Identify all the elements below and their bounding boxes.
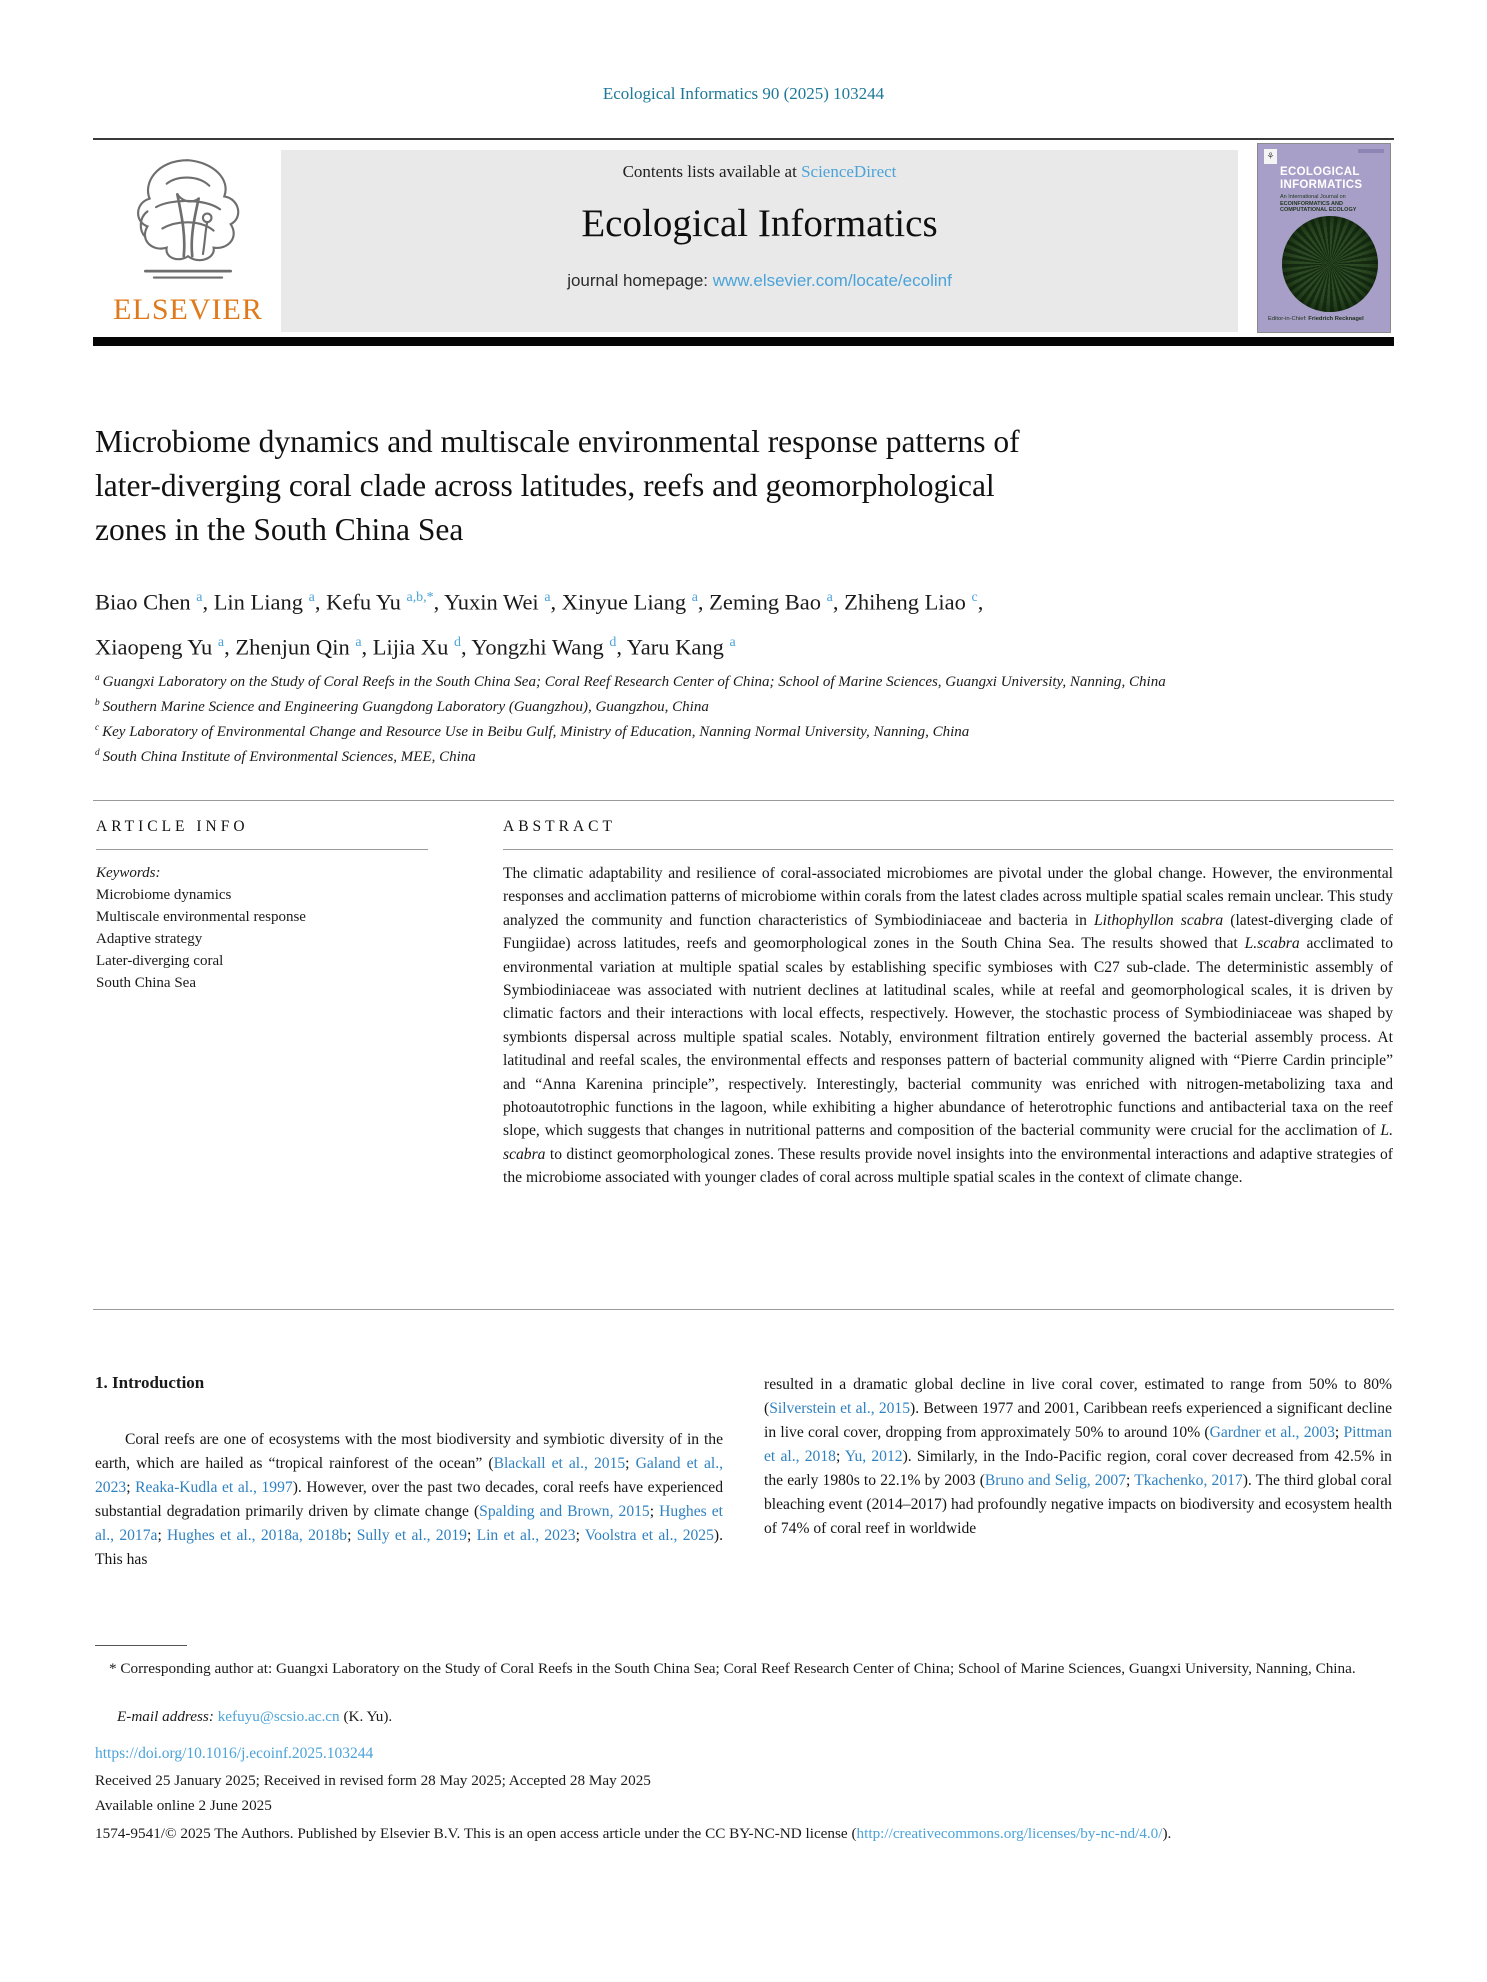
- inline-link[interactable]: Voolstra et al., 2025: [584, 1527, 714, 1544]
- text-segment: 1574-9541/© 2025 The Authors. Published by Elsevier B.V. This is an open access article under the CC BY-NC-ND license (: [95, 1825, 857, 1842]
- text-segment: ;: [649, 1503, 660, 1520]
- article-info-heading-rule: [96, 849, 428, 850]
- text-segment: ).: [1162, 1825, 1172, 1842]
- keywords-label: Keywords:: [96, 865, 161, 881]
- text-segment: (latest-diverging clade of Fungiidae) across latitudes, reefs and geomorphological zones in the South China Sea. The results showed that: [503, 911, 1393, 953]
- article-title-line: later-diverging coral clade across latitudes, reefs and geomorphological: [95, 468, 995, 503]
- cover-subtitle-strong: ECOINFORMATICS AND COMPUTATIONAL ECOLOGY: [1280, 200, 1357, 213]
- text-segment: ;: [1334, 1424, 1344, 1441]
- text-segment: L.scabra: [1244, 935, 1300, 953]
- inline-link[interactable]: Hughes et al., 2018a, 2018b: [167, 1527, 348, 1544]
- doi-link-line: [95, 1745, 373, 1763]
- affiliation-superscript: b: [95, 698, 100, 708]
- text-segment: ;: [835, 1448, 845, 1465]
- article-info-column: [96, 818, 428, 994]
- cover-editor-name: Friedrich Recknagel: [1308, 316, 1364, 322]
- article-title: [95, 420, 1335, 552]
- contents-line: [281, 150, 1238, 182]
- author-affiliation-superscript[interactable]: a: [196, 590, 203, 605]
- author-affiliation-superscript[interactable]: a: [826, 590, 833, 605]
- keyword-item: Microbiome dynamics: [96, 887, 232, 903]
- contents-prefix: Contents lists available at: [622, 162, 802, 181]
- masthead-black-bar: [93, 337, 1394, 346]
- keyword-item: Multiscale environmental response: [96, 909, 306, 925]
- inline-link[interactable]: Sully et al., 2019: [356, 1527, 467, 1544]
- inline-link[interactable]: Galand et al., 2023: [95, 1455, 723, 1496]
- author-affiliation-superscript[interactable]: a: [308, 590, 315, 605]
- text-segment: The climatic adaptability and resilience of coral-associated microbiomes are pivotal under the global change. However, the environmental responses and acclimation patterns of microbiome within corals from the latest clades across multiple spatial scales remain unclear. This study analyzed the community and function characteristics of Symbiodiniaceae and bacteria in: [503, 865, 1393, 929]
- abstract-column: [503, 818, 1393, 1190]
- abstract-heading-rule: [503, 849, 1393, 850]
- keywords-list: [96, 884, 428, 994]
- author-affiliation-superscript[interactable]: a: [355, 634, 362, 650]
- text-segment: E-mail address:: [117, 1708, 218, 1725]
- elsevier-logo[interactable]: [95, 148, 281, 332]
- text-segment: Lithophyllon scabra: [1094, 911, 1224, 929]
- homepage-prefix: journal homepage:: [567, 271, 713, 290]
- affiliation-item: [95, 693, 1350, 718]
- corresponding-author-note: * Corresponding author at: Guangxi Laboratory on the Study of Coral Reefs in the South China Sea; Coral Reef Research Center of China; School of Marine Sciences, Guangxi University, Nanning, China.: [109, 1660, 1356, 1677]
- inline-link[interactable]: Gardner et al., 2003: [1209, 1424, 1335, 1441]
- available-online: Available online 2 June 2025: [95, 1797, 272, 1814]
- text-segment: Coral reefs are one of ecosystems with the most biodiversity and symbiotic diversity of in the earth, which are hailed as “tropical rainforest of the ocean” (: [95, 1431, 723, 1472]
- affiliation-text: Key Laboratory of Environmental Change and Resource Use in Beibu Gulf, Ministry of Education, Nanning Normal University, Nanning, China: [102, 724, 970, 740]
- text-segment: L. scabra: [503, 1122, 1393, 1163]
- text-segment: acclimated to environmental variation at multiple spatial scales by establishing specific symbioses with C27 sub-clade. The deterministic assembly of Symbiodiniaceae was associated with nutrient declines at latitudinal scales, while at reefal and geomorphological scales, it is driven by climatic factors and their interactions with local effects, respectively. However, the stochastic process of Symbiodiniaceae was shaped by symbionts dispersal across multiple spatial scales. Notably, environment filtration entirely governed the bacterial assembly process. At latitudinal and reefal scales, the environmental effects and responses pattern of bacterial community aligned with “Pierre Cardin principle” and “Anna Karenina principle”, respectively. Interestingly, bacterial community was enriched with nitrogen-metabolizing taxa and photoautotrophic functions in the lagoon, while exhibiting a higher abundance of heterotrophic functions and antibacterial taxa on the reef slope, which suggests that changes in nutritional patterns and composition of the bacterial community were crucial for the acclimation of: [503, 935, 1393, 1140]
- text-segment: ). However, over the past two decades, coral reefs have experienced substantial degradation primarily driven by climate change (: [95, 1479, 723, 1520]
- introduction-heading: 1. Introduction: [95, 1373, 205, 1392]
- affiliation-item: [95, 668, 1350, 693]
- article-info-heading: ARTICLE INFO: [96, 818, 249, 835]
- keyword-item: Adaptive strategy: [96, 931, 203, 947]
- author-affiliation-superscript[interactable]: a: [217, 634, 225, 650]
- article-title-line: Microbiome dynamics and multiscale environmental response patterns of: [95, 424, 1020, 459]
- inline-link[interactable]: Reaka-Kudla et al., 1997: [135, 1479, 293, 1496]
- affiliation-superscript: a: [95, 673, 100, 683]
- cover-fractal-image: [1282, 216, 1378, 312]
- keyword-item: South China Sea: [96, 975, 196, 991]
- text-segment: ;: [126, 1479, 136, 1496]
- journal-citation: Ecological Informatics 90 (2025) 103244: [602, 84, 885, 103]
- inline-link[interactable]: Yu, 2012: [844, 1448, 903, 1465]
- inline-link[interactable]: http://creativecommons.org/licenses/by-nc-nd/4.0/: [856, 1825, 1163, 1842]
- cover-editor-label: Editor-in-Chief:: [1268, 316, 1307, 322]
- footnote-rule: [95, 1645, 187, 1646]
- inline-link[interactable]: Hughes et al., 2017a: [95, 1503, 723, 1544]
- text-segment: ;: [1126, 1472, 1135, 1489]
- affiliation-superscript: d: [95, 748, 100, 758]
- inline-link[interactable]: Lin et al., 2023: [476, 1527, 576, 1544]
- author-affiliation-superscript[interactable]: d: [609, 634, 617, 650]
- homepage-line: [281, 271, 1238, 291]
- cover-subtitle: [1280, 194, 1384, 214]
- affiliation-item: [95, 743, 1350, 768]
- author-name: Yongzhi Wang: [471, 634, 604, 659]
- affiliation-text: South China Institute of Environmental Sciences, MEE, China: [102, 749, 476, 765]
- inline-link[interactable]: Tkachenko, 2017: [1134, 1472, 1243, 1489]
- journal-title: Ecological Informatics: [581, 202, 938, 245]
- affiliation-list: [95, 668, 1350, 768]
- affiliation-text: Southern Marine Science and Engineering Guangdong Laboratory (Guangzhou), Guangzhou, China: [102, 699, 709, 715]
- info-section-top-rule: [93, 800, 1394, 801]
- inline-link[interactable]: Spalding and Brown, 2015: [479, 1503, 650, 1520]
- introduction-right-column: [764, 1373, 1392, 1541]
- inline-link[interactable]: Bruno and Selig, 2007: [984, 1472, 1126, 1489]
- author-name: Zhiheng Liao: [844, 589, 966, 615]
- author-name: Zhenjun Qin: [235, 634, 350, 659]
- doi-link[interactable]: https://doi.org/10.1016/j.ecoinf.2025.103244: [95, 1745, 374, 1762]
- masthead-band: [281, 150, 1238, 332]
- inline-link[interactable]: Blackall et al., 2015: [493, 1455, 626, 1472]
- author-name: Yaru Kang: [626, 634, 724, 659]
- cover-title: ECOLOGICAL INFORMATICS: [1280, 166, 1363, 191]
- license-line: [95, 1822, 1394, 1846]
- article-title-line: zones in the South China Sea: [95, 512, 464, 547]
- author-name: Lin Liang: [213, 589, 304, 615]
- text-segment: (K. Yu).: [339, 1708, 393, 1725]
- inline-link[interactable]: Pittman et al., 2018: [764, 1424, 1392, 1465]
- text-segment: ;: [347, 1527, 357, 1544]
- author-name: Yuxin Wei: [444, 589, 539, 615]
- elsevier-tree-icon: [124, 150, 252, 292]
- received-dates: Received 25 January 2025; Received in revised form 28 May 2025; Accepted 28 May 2025: [95, 1772, 651, 1789]
- text-segment: ;: [157, 1527, 168, 1544]
- text-segment: resulted in a dramatic global decline in live coral cover, estimated to range from 50% to 80% (: [764, 1376, 1392, 1417]
- cover-subtitle-prefix: An International Journal on: [1280, 194, 1346, 200]
- abstract-bottom-rule: [93, 1309, 1394, 1310]
- email-line: [117, 1708, 1317, 1726]
- abstract-text: [503, 862, 1393, 1190]
- affiliation-text: Guangxi Laboratory on the Study of Coral Reefs in the South China Sea; Coral Reef Research Center of China; School of Marine Sciences, Guangxi University, Nanning, China: [102, 674, 1166, 690]
- author-affiliation-superscript[interactable]: a: [729, 634, 736, 650]
- text-segment: ). The third global coral bleaching event (2014–2017) had profoundly negative impacts on biodiversity and ecosystem health of 74% of coral reef in worldwide: [764, 1472, 1392, 1537]
- author-name: Zeming Bao: [709, 589, 822, 615]
- journal-cover-thumbnail[interactable]: [1257, 143, 1391, 333]
- text-segment: ;: [625, 1455, 636, 1472]
- homepage-link[interactable]: www.elsevier.com/locate/ecolinf: [712, 271, 952, 290]
- author-affiliation-superscript[interactable]: d: [454, 634, 461, 650]
- author-affiliation-superscript[interactable]: a: [691, 590, 698, 605]
- author-name: Xiaopeng Yu: [95, 634, 213, 659]
- author-affiliation-superscript[interactable]: a: [544, 590, 551, 605]
- author-affiliation-superscript[interactable]: c: [971, 590, 978, 605]
- cover-editor-line: [1268, 316, 1384, 323]
- author-name: Biao Chen: [95, 589, 191, 615]
- author-affiliation-superscript[interactable]: a,b,*: [406, 590, 434, 605]
- elsevier-wordmark: ELSEVIER: [113, 293, 263, 326]
- introduction-left-column: [95, 1428, 723, 1572]
- text-segment: ;: [466, 1527, 477, 1544]
- author-name: Kefu Yu: [326, 589, 401, 615]
- text-segment: to distinct geomorphological zones. These results provide novel insights into the environmental interactions and adaptive strategies of the microbiome associated with younger clades of coral across multiple spatial scales in the context of climate change.: [503, 1145, 1393, 1187]
- inline-link[interactable]: kefuyu@scsio.ac.cn: [217, 1708, 340, 1725]
- text-segment: ). Between 1977 and 2001, Caribbean reefs experienced a significant decline in live coral cover, dropping from approximately 50% to around 10% (: [764, 1400, 1393, 1441]
- affiliation-superscript: c: [95, 723, 100, 733]
- affiliation-item: [95, 718, 1350, 743]
- text-segment: ). This has: [95, 1527, 723, 1568]
- text-segment: ;: [575, 1527, 585, 1544]
- author-name: Lijia Xu: [372, 634, 449, 659]
- author-list: Biao Chen $^a$, Lin Liang $^a$, Kefu Yu $^{a,b,*}$, Yuxin Wei $^a$, Xinyue Liang $^a$, Zeming Bao $^a$, Zhiheng Liao $^c$, Xiaopeng Yu $^a$, Zhenjun Qin $^a$, Lijia Xu $^d$, Yongzhi Wang $^d$, Yaru Kang $^a$: [95, 589, 984, 659]
- text-segment: ). Similarly, in the Indo-Pacific region, coral cover decreased from 42.5% in the early 1980s to 22.1% by 2003 (: [764, 1448, 1392, 1489]
- sciencedirect-link[interactable]: ScienceDirect: [801, 162, 897, 181]
- keyword-item: Later-diverging coral: [96, 953, 224, 969]
- cover-issn-mark: [1358, 149, 1384, 153]
- top-divider: [93, 138, 1394, 140]
- author-name: Xinyue Liang: [561, 589, 687, 615]
- inline-link[interactable]: Silverstein et al., 2015: [769, 1400, 911, 1417]
- abstract-heading: ABSTRACT: [503, 818, 616, 835]
- cover-elsevier-mini-logo-icon: ⚘: [1264, 149, 1277, 164]
